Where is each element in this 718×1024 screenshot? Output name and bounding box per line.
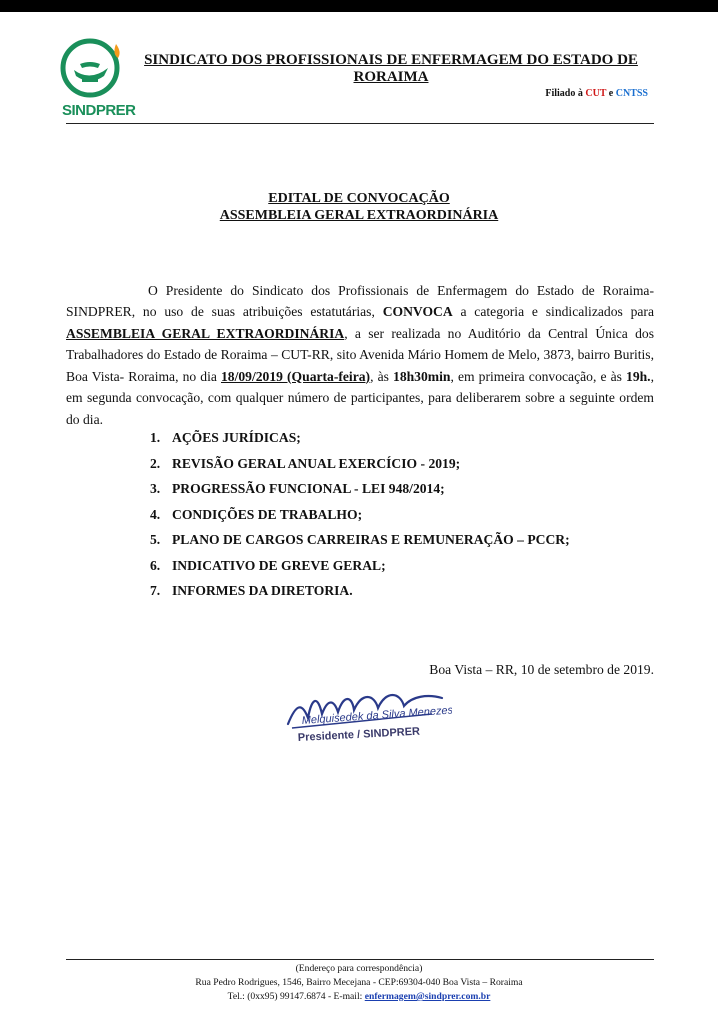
agenda-item-number: 7.	[150, 583, 161, 598]
signature-role: Presidente / SINDPRER	[297, 725, 421, 744]
agenda-item	[150, 556, 570, 582]
notice-text-5: , em primeira convocação, e às	[450, 368, 622, 384]
footer	[0, 962, 718, 1004]
footer-tel: Tel.: (0xx95) 99147.6874 - E-mail:	[227, 991, 363, 1002]
notice-title	[0, 190, 718, 224]
notice-convoca: CONVOCA	[382, 304, 453, 320]
notice-time-first: 18h30min	[393, 368, 451, 384]
notice-text-1: O Presidente do Sindicato dos Profissionais de Enfermagem do Estado de Roraima-SINDPRER, no uso de suas atribuições estatutárias,	[66, 282, 654, 320]
lamp-logo-icon	[60, 38, 132, 102]
agenda-item	[150, 428, 570, 454]
top-black-bar	[0, 0, 718, 12]
footer-divider	[66, 959, 654, 960]
sindprer-logo	[60, 38, 136, 124]
notice-date: 18/09/2019 (Quarta-feira)	[221, 368, 371, 384]
agenda-item-text: INFORMES DA DIRETORIA.	[172, 583, 353, 598]
notice-title-line2: ASSEMBLEIA GERAL EXTRAORDINÁRIA	[219, 208, 499, 223]
agenda-item	[150, 505, 570, 531]
agenda-item-number: 6.	[150, 557, 161, 573]
agenda-item-number: 1.	[150, 430, 161, 445]
place-and-date: Boa Vista – RR, 10 de setembro de 2019.	[429, 662, 654, 677]
agenda-item-text: REVISÃO GERAL ANUAL EXERCÍCIO - 2019;	[172, 455, 461, 471]
agenda-item	[150, 454, 570, 480]
president-signature	[282, 684, 452, 744]
signature-name: Melquisedek da Silva Menezes	[301, 704, 452, 727]
agenda-item-number: 2.	[150, 455, 161, 471]
notice-text-3: , a ser realizada no Auditório da Central Única dos Trabalhadores do Estado de Roraima – CUT-RR, sito Avenida Mário Homem de Melo, 3873, bairro Buritis, Boa Vista- Roraima, no dia	[66, 325, 654, 384]
union-name-heading: SINDICATO DOS PROFISSIONAIS DE ENFERMAGEM DO ESTADO DE RORAIMA	[144, 52, 638, 85]
agenda-item-number: 3.	[150, 481, 161, 496]
agenda-item-text: AÇÕES JURÍDICAS;	[172, 430, 301, 445]
notice-time-second: 19h.	[626, 368, 651, 384]
signature-icon	[282, 684, 452, 744]
notice-text-2: a categoria e sindicalizados para	[460, 304, 654, 320]
affiliation-cut: CUT	[585, 88, 607, 99]
header-divider	[66, 123, 654, 124]
notice-text-6: , em segunda convocação, com qualquer número de participantes, para deliberarem sobre a seguinte ordem do dia.	[66, 368, 654, 427]
agenda-item-text: CONDIÇÕES DE TRABALHO;	[172, 506, 363, 522]
agenda-item-number: 5.	[150, 532, 161, 547]
affiliation-line	[545, 88, 648, 99]
affiliation-sep: e	[608, 88, 614, 99]
footer-email-link[interactable]: enfermagem@sindprer.com.br	[364, 991, 491, 1002]
footer-line1: (Endereço para correspondência)	[295, 963, 423, 974]
footer-contact	[0, 990, 718, 1004]
notice-title-line1: EDITAL DE CONVOCAÇÃO	[268, 191, 450, 206]
affiliation-cntss: CNTSS	[615, 88, 648, 99]
logo-wordmark: SINDPRER	[62, 102, 136, 119]
agenda-item	[150, 479, 570, 505]
agenda-item	[150, 530, 570, 556]
agenda-item	[150, 581, 570, 607]
notice-assembleia: ASSEMBLEIA GERAL EXTRAORDINÁRIA	[66, 325, 345, 341]
notice-body	[66, 280, 654, 431]
agenda-item-text: INDICATIVO DE GREVE GERAL;	[172, 557, 386, 573]
agenda-list	[150, 428, 570, 607]
notice-text-4: , às	[370, 368, 389, 384]
agenda-item-text: PLANO DE CARGOS CARREIRAS E REMUNERAÇÃO – PCCR;	[172, 532, 570, 547]
agenda-item-number: 4.	[150, 506, 161, 522]
footer-address: Rua Pedro Rodrigues, 1546, Bairro Mecejana - CEP:69304-040 Boa Vista – Roraima	[195, 977, 523, 988]
agenda-item-text: PROGRESSÃO FUNCIONAL - LEI 948/2014;	[172, 481, 445, 496]
affiliation-prefix: Filiado à	[545, 88, 583, 99]
